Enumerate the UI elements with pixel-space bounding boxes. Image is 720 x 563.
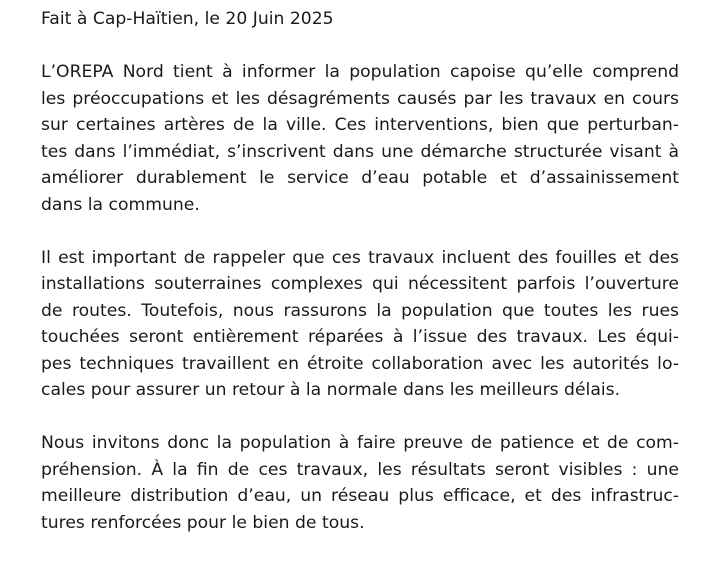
- text-line: L’OREPA Nord tient à informer la population capoise qu’elle comprend: [41, 62, 679, 82]
- text-line: pes techniques travaillent en étroite collaboration avec les autorités lo-: [41, 353, 679, 374]
- paragraph-3: [41, 430, 679, 536]
- text-line: tures renforcées pour le bien de tous.: [41, 512, 365, 533]
- text-line: de routes. Toutefois, nous rassurons la population que toutes les rues: [41, 300, 679, 321]
- text-line: tes dans l’immédiat, s’inscrivent dans une démarche structurée visant à: [41, 141, 679, 162]
- text-line: touchées seront entièrement réparées à l’issue des travaux. Les équi-: [41, 327, 679, 347]
- paragraph-1: [41, 59, 679, 218]
- text-line: sur certaines artères de la ville. Ces interventions, bien que perturban-: [41, 115, 679, 135]
- text-line: Nous invitons donc la population à faire preuve de patience et de com-: [41, 433, 679, 453]
- text-line: les préoccupations et les désagréments causés par les travaux en cours: [41, 88, 679, 109]
- letter-body: [41, 6, 679, 563]
- text-line: dans la commune.: [41, 194, 200, 215]
- text-line: Il est important de rappeler que ces travaux incluent des fouilles et des: [41, 247, 679, 268]
- text-line: améliorer durablement le service d’eau potable et d’assainissement: [41, 168, 679, 188]
- text-line: installations souterraines complexes qui nécessitent parfois l’ouverture: [41, 274, 679, 294]
- text-line: préhension. À la fin de ces travaux, les résultats seront visibles : une: [41, 459, 679, 480]
- paragraph-2: [41, 245, 679, 404]
- text-line: cales pour assurer un retour à la normale dans les meilleurs délais.: [41, 380, 621, 400]
- text-line: meilleure distribution d’eau, un réseau plus efficace, et des infrastruc-: [41, 486, 679, 506]
- date-line: Fait à Cap-Haïtien, le 20 Juin 2025: [41, 9, 334, 29]
